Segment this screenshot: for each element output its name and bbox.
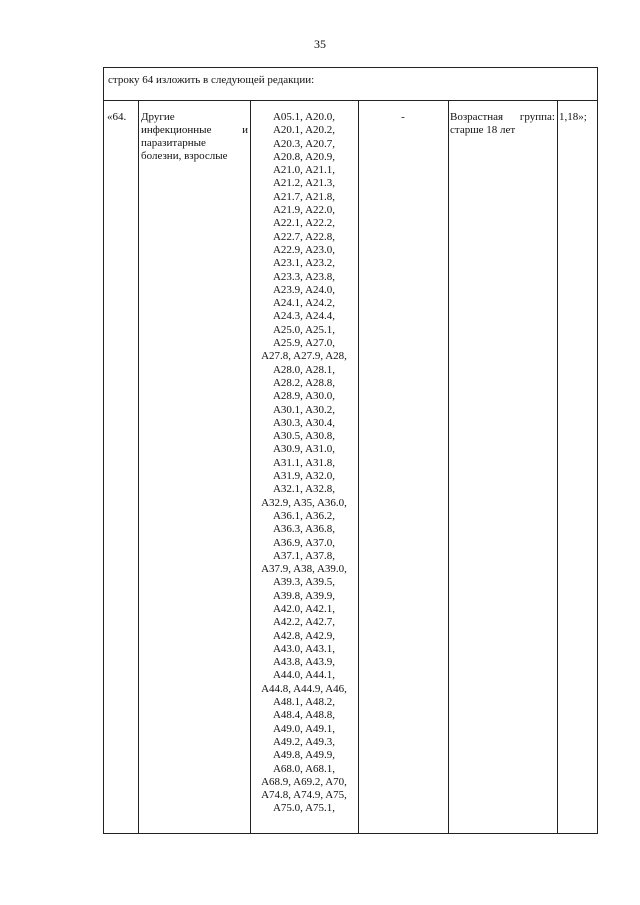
icd-code-line: A49.8, A49.9, [272,749,336,762]
icd-code-line: A30.5, A30.8, [272,430,336,443]
group-name-line: болезни, взрослые [141,150,228,162]
icd-codes-cell [251,111,357,816]
column-divider [448,101,449,833]
icd-code-line: A28.9, A30.0, [272,390,336,403]
group-name-word: и [242,124,248,136]
icd-code-line: A44.0, A44.1, [272,669,336,682]
icd-code-line: A22.9, A23.0, [272,243,336,256]
icd-code-line: A22.1, A22.2, [272,217,336,230]
icd-code-line: A30.3, A30.4, [272,416,336,429]
group-name-cell [141,111,248,163]
age-group-word: Возрастная [450,111,504,123]
icd-code-line: A32.1, A32.8, [272,483,336,496]
group-name-word: инфекционные [141,124,212,136]
icd-code-line: A48.4, A48.8, [272,709,336,722]
icd-code-line: A23.9, A24.0, [272,283,336,296]
icd-code-line: A30.9, A31.0, [272,443,336,456]
icd-code-line: A39.3, A39.5, [272,576,336,589]
icd-code-line: A25.9, A27.0, [272,337,336,350]
age-group-line [450,111,555,124]
amendment-table [103,67,598,834]
icd-code-line: A48.1, A48.2, [272,696,336,709]
age-group-cell [450,111,555,137]
icd-code-line: A42.8, A42.9, [272,629,336,642]
group-name-line: Другие [141,111,175,123]
icd-code-line: A42.2, A42.7, [272,616,336,629]
column-divider [557,101,558,833]
icd-code-line: A32.9, A35, A36.0, [261,496,347,509]
icd-code-line: A20.1, A20.2, [272,124,336,137]
intro-row [104,68,597,101]
icd-code-line: A23.3, A23.8, [272,270,336,283]
page-number: 35 [314,37,326,51]
icd-code-line: A36.9, A37.0, [272,536,336,549]
age-group-line: старше 18 лет [450,124,516,136]
icd-code-line: A36.1, A36.2, [272,509,336,522]
column-divider [358,101,359,833]
icd-code-line: A22.7, A22.8, [272,230,336,243]
icd-code-line: A21.7, A21.8, [272,190,336,203]
group-name-line [141,124,248,137]
icd-code-line: A36.3, A36.8, [272,523,336,536]
group-name-line: паразитарные [141,137,206,149]
icd-code-line: A37.9, A38, A39.0, [261,563,347,576]
icd-code-line: A68.0, A68.1, [272,762,336,775]
coefficient-cell: 1,18»; [559,111,587,123]
icd-code-line: A37.1, A37.8, [272,549,336,562]
icd-code-line: A24.1, A24.2, [272,297,336,310]
icd-code-line: A20.3, A20.7, [272,137,336,150]
icd-code-line: A68.9, A69.2, A70, [261,775,347,788]
intro-text: строку 64 изложить в следующей редакции: [108,74,315,86]
icd-code-line: A75.0, A75.1, [272,802,336,815]
icd-code-line: A23.1, A23.2, [272,257,336,270]
icd-code-line: A31.9, A32.0, [272,470,336,483]
icd-code-line: A44.8, A44.9, A46, [261,682,347,695]
icd-code-line: A49.2, A49.3, [272,735,336,748]
column-divider [138,101,139,833]
icd-code-line: A21.0, A21.1, [272,164,336,177]
icd-code-line: A05.1, A20.0, [272,111,336,123]
row-number-cell: «64. [107,111,127,123]
icd-code-line: A74.8, A74.9, A75, [261,789,347,802]
icd-code-line: A49.0, A49.1, [272,722,336,735]
icd-code-line: A24.3, A24.4, [272,310,336,323]
icd-code-line: A31.1, A31.8, [272,456,336,469]
icd-code-line: A28.2, A28.8, [272,376,336,389]
icd-code-line: A21.9, A22.0, [272,204,336,217]
icd-code-line: A27.8, A27.9, A28, [261,350,347,363]
icd-code-line: A25.0, A25.1, [272,323,336,336]
icd-code-line: A42.0, A42.1, [272,602,336,615]
icd-code-line: A21.2, A21.3, [272,177,336,190]
icd-code-line: A43.8, A43.9, [272,656,336,669]
age-group-word: группа: [519,111,555,123]
icd-code-line: A39.8, A39.9, [272,589,336,602]
dash-cell: - [401,111,405,123]
icd-code-line: A28.0, A28.1, [272,363,336,376]
icd-code-line: A43.0, A43.1, [272,642,336,655]
icd-code-line: A30.1, A30.2, [272,403,336,416]
icd-code-line: A20.8, A20.9, [272,150,336,163]
